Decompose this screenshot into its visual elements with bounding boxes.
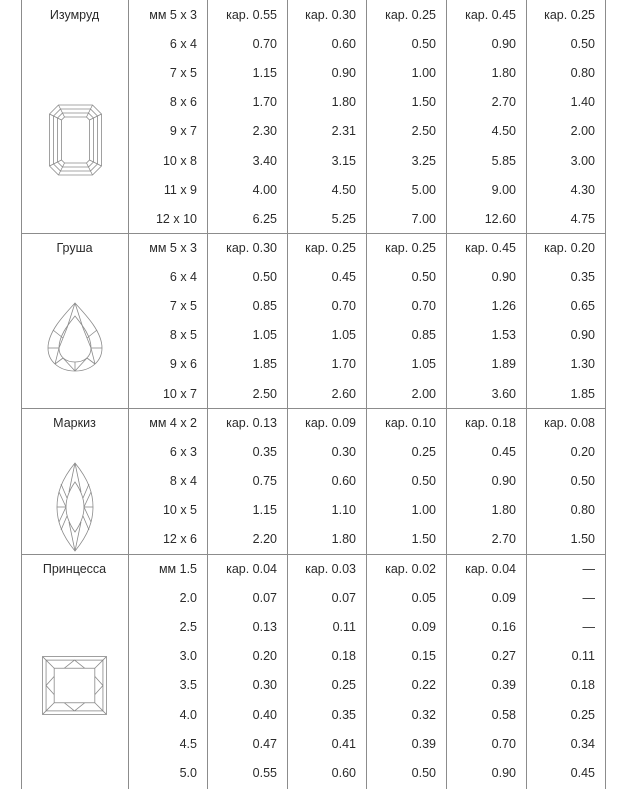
size-cell: 9 x 6 bbox=[169, 357, 197, 372]
carat-cell: 1.50 bbox=[411, 532, 436, 547]
carat-cell: 0.85 bbox=[411, 328, 436, 343]
carat-cell: 4.75 bbox=[570, 211, 595, 226]
carat-cell: 3.60 bbox=[491, 386, 516, 401]
section-name-pear: Груша bbox=[56, 241, 93, 255]
carat-cell: 0.34 bbox=[570, 736, 595, 751]
pear-cut-icon bbox=[47, 302, 103, 372]
carat-cell: 0.90 bbox=[491, 270, 516, 285]
carat-cell: кар. 0.13 bbox=[226, 416, 277, 430]
section-divider bbox=[21, 554, 605, 555]
carat-cell: 0.50 bbox=[411, 270, 436, 285]
carat-cell: 1.30 bbox=[570, 357, 595, 372]
carat-cell: 1.85 bbox=[252, 357, 277, 372]
carat-cell: 0.47 bbox=[252, 736, 277, 751]
carat-cell: 2.31 bbox=[331, 124, 356, 139]
carat-cell: 0.50 bbox=[252, 270, 277, 285]
carat-cell: 3.15 bbox=[331, 153, 356, 168]
emerald-cut-icon bbox=[49, 104, 102, 176]
carat-cell: 7.00 bbox=[411, 211, 436, 226]
carat-cell: 12.60 bbox=[484, 211, 516, 226]
carat-cell: кар. 0.45 bbox=[465, 241, 516, 255]
carat-cell: 4.30 bbox=[570, 182, 595, 197]
carat-cell: кар. 0.55 bbox=[226, 8, 277, 22]
size-cell: 3.0 bbox=[179, 649, 197, 664]
marquise-cut-icon bbox=[55, 462, 95, 552]
carat-cell: 4.50 bbox=[331, 182, 356, 197]
carat-cell: 1.05 bbox=[252, 328, 277, 343]
carat-cell: 0.11 bbox=[332, 620, 356, 635]
carat-cell: 0.30 bbox=[252, 678, 277, 693]
carat-cell: 0.25 bbox=[570, 707, 595, 722]
carat-cell: 0.18 bbox=[331, 649, 356, 664]
carat-cell: 0.16 bbox=[491, 620, 516, 635]
carat-cell: 1.50 bbox=[570, 532, 595, 547]
carat-cell: — bbox=[582, 591, 595, 606]
carat-cell: 1.53 bbox=[491, 328, 516, 343]
princess-cut-icon bbox=[42, 656, 107, 715]
carat-cell: 1.00 bbox=[411, 503, 436, 518]
carat-cell: 1.80 bbox=[331, 95, 356, 110]
carat-cell: кар. 0.08 bbox=[544, 416, 595, 430]
carat-cell: 0.70 bbox=[411, 299, 436, 314]
size-cell: мм 5 x 3 bbox=[149, 241, 197, 255]
carat-cell: 5.25 bbox=[331, 211, 356, 226]
carat-cell: 0.41 bbox=[331, 736, 356, 751]
carat-cell: — bbox=[582, 562, 595, 576]
carat-cell: 0.25 bbox=[331, 678, 356, 693]
carat-cell: 0.45 bbox=[331, 270, 356, 285]
carat-cell: — bbox=[582, 620, 595, 635]
carat-cell: 0.27 bbox=[491, 649, 516, 664]
carat-cell: 0.70 bbox=[252, 37, 277, 52]
carat-cell: 0.20 bbox=[570, 445, 595, 460]
carat-cell: 0.45 bbox=[570, 765, 595, 780]
carat-cell: 0.80 bbox=[570, 66, 595, 81]
carat-cell: 0.07 bbox=[331, 591, 356, 606]
section-name-emerald: Изумруд bbox=[49, 8, 100, 22]
size-cell: 11 x 9 bbox=[163, 182, 197, 197]
size-cell: 9 x 7 bbox=[169, 124, 197, 139]
carat-cell: 0.15 bbox=[411, 649, 436, 664]
carat-cell: 1.05 bbox=[411, 357, 436, 372]
carat-cell: кар. 0.02 bbox=[385, 562, 436, 576]
carat-cell: кар. 0.25 bbox=[385, 8, 436, 22]
section-name-marquise: Маркиз bbox=[53, 416, 96, 430]
carat-cell: 0.70 bbox=[491, 736, 516, 751]
size-cell: 6 x 3 bbox=[169, 445, 197, 460]
carat-cell: 0.50 bbox=[570, 474, 595, 489]
size-cell: 8 x 4 bbox=[169, 474, 197, 489]
size-cell: 12 x 6 bbox=[162, 532, 197, 547]
carat-cell: 0.35 bbox=[331, 707, 356, 722]
carat-cell: 3.00 bbox=[570, 153, 595, 168]
section-divider bbox=[21, 408, 605, 409]
carat-cell: 1.70 bbox=[252, 95, 277, 110]
carat-cell: 1.15 bbox=[252, 66, 277, 81]
size-cell: 6 x 4 bbox=[169, 37, 197, 52]
size-cell: мм 5 x 3 bbox=[149, 8, 197, 22]
size-cell: 4.0 bbox=[179, 707, 197, 722]
size-cell: 8 x 5 bbox=[169, 328, 197, 343]
carat-cell: 0.90 bbox=[491, 37, 516, 52]
column-divider bbox=[605, 0, 606, 789]
gem-weight-table bbox=[21, 0, 605, 789]
carat-cell: 9.00 bbox=[491, 182, 516, 197]
carat-cell: 0.90 bbox=[491, 765, 516, 780]
carat-cell: 5.85 bbox=[491, 153, 516, 168]
carat-cell: кар. 0.04 bbox=[465, 562, 516, 576]
size-cell: 6 x 4 bbox=[169, 270, 197, 285]
carat-cell: 0.35 bbox=[252, 445, 277, 460]
carat-cell: кар. 0.25 bbox=[305, 241, 356, 255]
size-cell: 2.5 bbox=[179, 620, 197, 635]
carat-cell: 3.40 bbox=[252, 153, 277, 168]
carat-cell: 1.00 bbox=[411, 66, 436, 81]
carat-cell: 0.60 bbox=[331, 37, 356, 52]
column-divider bbox=[21, 0, 22, 789]
carat-cell: 0.90 bbox=[570, 328, 595, 343]
carat-cell: 1.05 bbox=[331, 328, 356, 343]
carat-cell: 0.20 bbox=[252, 649, 277, 664]
carat-cell: 0.25 bbox=[411, 445, 436, 460]
carat-cell: 0.50 bbox=[411, 474, 436, 489]
carat-cell: 5.00 bbox=[411, 182, 436, 197]
carat-cell: кар. 0.09 bbox=[305, 416, 356, 430]
carat-cell: 1.40 bbox=[570, 95, 595, 110]
carat-cell: 2.70 bbox=[491, 532, 516, 547]
carat-cell: 0.39 bbox=[411, 736, 436, 751]
carat-cell: 2.50 bbox=[252, 386, 277, 401]
size-cell: 8 x 6 bbox=[169, 95, 197, 110]
carat-cell: 0.75 bbox=[252, 474, 277, 489]
size-cell: мм 1.5 bbox=[158, 562, 197, 576]
carat-cell: 0.80 bbox=[570, 503, 595, 518]
carat-cell: 0.70 bbox=[331, 299, 356, 314]
size-cell: мм 4 x 2 bbox=[149, 416, 197, 430]
size-cell: 10 x 8 bbox=[162, 153, 197, 168]
carat-cell: 0.90 bbox=[491, 474, 516, 489]
carat-cell: 0.60 bbox=[331, 474, 356, 489]
carat-cell: 1.80 bbox=[491, 66, 516, 81]
carat-cell: 2.30 bbox=[252, 124, 277, 139]
carat-cell: 1.85 bbox=[570, 386, 595, 401]
section-name-princess: Принцесса bbox=[42, 562, 107, 576]
carat-cell: 0.07 bbox=[252, 591, 277, 606]
carat-cell: 0.65 bbox=[570, 299, 595, 314]
carat-cell: кар. 0.20 bbox=[544, 241, 595, 255]
size-cell: 7 x 5 bbox=[169, 66, 197, 81]
carat-cell: 0.50 bbox=[570, 37, 595, 52]
carat-cell: 3.25 bbox=[411, 153, 436, 168]
carat-cell: кар. 0.30 bbox=[226, 241, 277, 255]
carat-cell: 0.55 bbox=[252, 765, 277, 780]
carat-cell: 0.32 bbox=[411, 707, 436, 722]
carat-cell: 0.50 bbox=[411, 37, 436, 52]
carat-cell: 0.30 bbox=[331, 445, 356, 460]
carat-cell: 0.45 bbox=[491, 445, 516, 460]
carat-cell: 0.85 bbox=[252, 299, 277, 314]
carat-cell: 4.50 bbox=[491, 124, 516, 139]
carat-cell: 1.50 bbox=[411, 95, 436, 110]
carat-cell: 2.20 bbox=[252, 532, 277, 547]
carat-cell: кар. 0.25 bbox=[544, 8, 595, 22]
carat-cell: 1.70 bbox=[331, 357, 356, 372]
carat-cell: 1.15 bbox=[252, 503, 277, 518]
carat-cell: 2.00 bbox=[570, 124, 595, 139]
size-cell: 3.5 bbox=[179, 678, 197, 693]
carat-cell: 2.70 bbox=[491, 95, 516, 110]
carat-cell: 0.13 bbox=[252, 620, 277, 635]
carat-cell: 0.39 bbox=[491, 678, 516, 693]
size-cell: 10 x 5 bbox=[162, 503, 197, 518]
carat-cell: 4.00 bbox=[252, 182, 277, 197]
carat-cell: кар. 0.04 bbox=[226, 562, 277, 576]
carat-cell: 0.35 bbox=[570, 270, 595, 285]
carat-cell: 0.40 bbox=[252, 707, 277, 722]
carat-cell: 0.50 bbox=[411, 765, 436, 780]
carat-cell: 0.60 bbox=[331, 765, 356, 780]
carat-cell: 0.22 bbox=[411, 678, 436, 693]
carat-cell: 1.26 bbox=[491, 299, 516, 314]
carat-cell: 2.00 bbox=[411, 386, 436, 401]
size-cell: 5.0 bbox=[179, 765, 197, 780]
section-divider bbox=[21, 233, 605, 234]
size-cell: 4.5 bbox=[179, 736, 197, 751]
carat-cell: 0.09 bbox=[491, 591, 516, 606]
carat-cell: 1.80 bbox=[331, 532, 356, 547]
carat-cell: 0.18 bbox=[570, 678, 595, 693]
carat-cell: 1.10 bbox=[331, 503, 356, 518]
size-cell: 7 x 5 bbox=[169, 299, 197, 314]
carat-cell: 0.11 bbox=[571, 649, 595, 664]
size-cell: 2.0 bbox=[179, 591, 197, 606]
carat-cell: 0.90 bbox=[331, 66, 356, 81]
carat-cell: кар. 0.45 bbox=[465, 8, 516, 22]
carat-cell: кар. 0.18 bbox=[465, 416, 516, 430]
carat-cell: 2.60 bbox=[331, 386, 356, 401]
carat-cell: 0.05 bbox=[411, 591, 436, 606]
carat-cell: 0.09 bbox=[411, 620, 436, 635]
carat-cell: 1.80 bbox=[491, 503, 516, 518]
carat-cell: 6.25 bbox=[252, 211, 277, 226]
carat-cell: кар. 0.10 bbox=[385, 416, 436, 430]
carat-cell: кар. 0.03 bbox=[305, 562, 356, 576]
carat-cell: 2.50 bbox=[411, 124, 436, 139]
carat-cell: кар. 0.30 bbox=[305, 8, 356, 22]
size-cell: 12 x 10 bbox=[155, 211, 197, 226]
carat-cell: 0.58 bbox=[491, 707, 516, 722]
size-cell: 10 x 7 bbox=[162, 386, 197, 401]
carat-cell: 1.89 bbox=[491, 357, 516, 372]
carat-cell: кар. 0.25 bbox=[385, 241, 436, 255]
